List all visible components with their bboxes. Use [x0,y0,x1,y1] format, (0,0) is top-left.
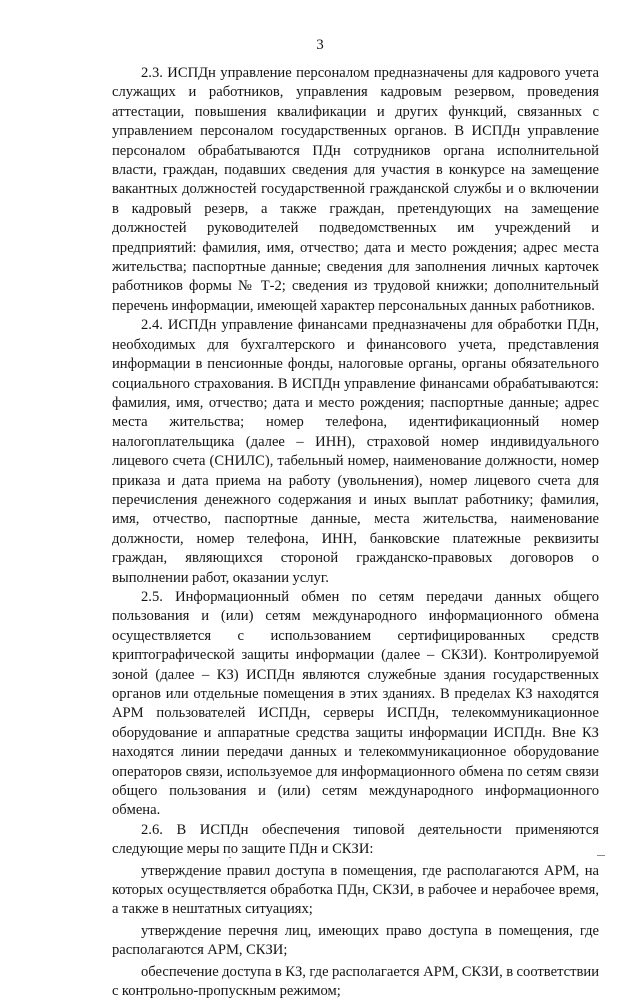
scan-speck [597,855,605,856]
paragraph-2-6: 2.6. В ИСПДн обеспечения типовой деятельности применяются следующие меры по защите ПДн и СКЗИ: [112,821,599,858]
list-item: обеспечение доступа в КЗ, где располагается АРМ, СКЗИ, в соответствии с контрольно-пропускным режимом; [112,963,600,1000]
document-body [112,64,599,1002]
page-number: 3 [316,37,324,53]
list-item: утверждение перечня лиц, имеющих право доступа в помещения, где располагаются АРМ, СКЗИ; [112,922,599,959]
paragraph-2-5: 2.5. Информационный обмен по сетям передачи данных общего пользования и (или) сетям международного информационного обмена осуществляется с использованием сертифицированных средств криптографической защиты информации (далее – СКЗИ). Контролируемой зоной (далее – КЗ) ИСПДн являются служебные здания государственных органов или отдельные помещения в этих зданиях. В пределах КЗ находятся АРМ пользователей ИСПДн, серверы ИСПДн, телекоммуникационное оборудование и аппаратные средства защиты информации ИСПДн. Вне КЗ находятся линии передачи данных и телекоммуникационное оборудование операторов связи, используемое для информационного обмена по сетям связи общего пользования и (или) сетям международного информационного обмена. [112,588,599,819]
paragraph-2-3: 2.3. ИСПДн управление персоналом предназначены для кадрового учета служащих и работников, управления кадровым резервом, проведения аттестации, повышения квалификации и других функций, связанных с управлением персоналом государственных органов. В ИСПДн управление персоналом обрабатываются ПДн сотрудников органа исполнительной власти, граждан, подавших сведения для участия в конкурсе на замещение вакантных должностей государственной гражданской службы и о включении в кадровый резерв, а также граждан, претендующих на замещение должностей руководителей подведомственных им учреждений и предприятий: фамилия, имя, отчество; дата и место рождения; адрес места жительства; паспортные данные; сведения для заполнения личных карточек работников формы № Т-2; сведения из трудовой книжки; дополнительный перечень информации, имеющей характер персональных данных работников. [112,65,599,314]
scan-speck [229,857,231,858]
paragraph-2-4: 2.4. ИСПДн управление финансами предназначены для обработки ПДн, необходимых для бухгалтерского и финансового учета, представления информации в пенсионные фонды, налоговые органы, органы обязательного социального страхования. В ИСПДн управление финансами обрабатываются: фамилия, имя, отчество; дата и место рождения; паспортные данные; адрес места жительства; номер телефона, идентификационный номер налогоплательщика (далее – ИНН), страховой номер индивидуального лицевого счета (СНИЛС), табельный номер, наименование должности, номер приказа и дата приема на работу (увольнения), номер лицевого счета для перечисления денежного содержания и иных выплат работнику; фамилия, имя, отчество, паспортные данные, места жительства, наименование должности, номер телефона, ИНН, банковские платежные реквизиты граждан, являющихся стороной гражданско-правовых договоров о выполнении работ, оказании услуг. [112,317,599,586]
list-item: утверждение правил доступа в помещения, где располагаются АРМ, на которых осуществляется обработка ПДн, СКЗИ, в рабочее и нерабочее время, а также в нештатных ситуациях; [112,862,599,918]
